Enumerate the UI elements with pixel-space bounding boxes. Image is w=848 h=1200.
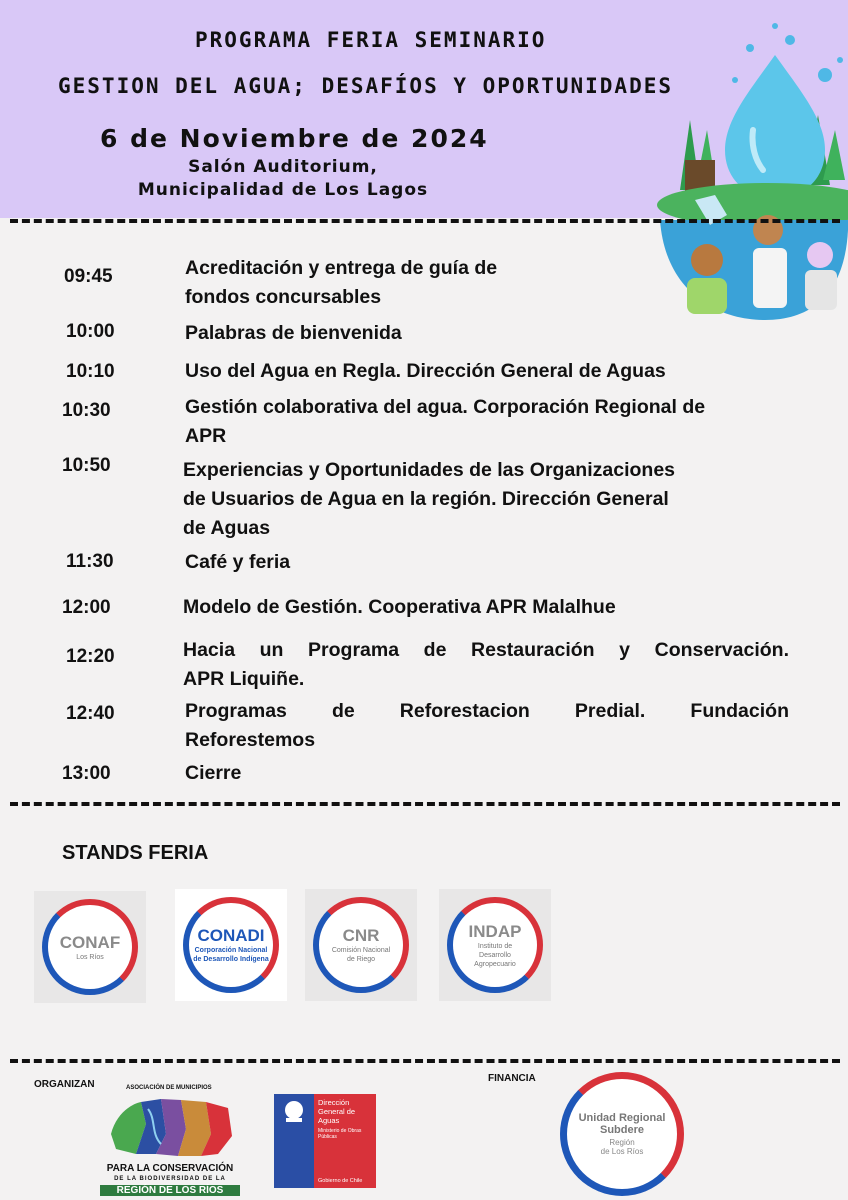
- venue-line-2: Municipalidad de Los Lagos: [137, 180, 429, 200]
- schedule-description: Programas de Reforestacion Predial. Fundación Reforestemos: [185, 700, 789, 751]
- divider-top: [10, 219, 840, 223]
- dga-shield-panel: [274, 1094, 314, 1188]
- schedule-time: 09:45: [64, 266, 113, 287]
- schedule-description: Uso del Agua en Regla. Dirección General de Aguas: [185, 360, 666, 382]
- program-subtitle: GESTION DEL AGUA; DESAFÍOS Y OPORTUNIDADES: [58, 74, 674, 98]
- venue-line-1: Salón Auditorium,: [188, 157, 378, 177]
- program-title: PROGRAMA FERIA SEMINARIO: [195, 28, 547, 52]
- muni-line-3: REGIÓN DE LOS RÍOS: [100, 1185, 240, 1196]
- schedule-description: Experiencias y Oportunidades de las Organizaciones de Usuarios de Agua en la región. Dirección General de Aguas: [183, 459, 676, 539]
- schedule-time: 13:00: [62, 763, 111, 784]
- dga-logo: [274, 1094, 376, 1188]
- dga-text-panel: Dirección General de Aguas Ministerio de Obras Públicas Gobierno de Chile: [314, 1094, 376, 1188]
- muni-association-label: ASOCIACIÓN DE MUNICIPIOS: [126, 1085, 212, 1091]
- schedule-description: Acreditación y entrega de guía de fondos concursables: [185, 257, 498, 308]
- divider-middle: [10, 802, 840, 806]
- schedule-time: 11:30: [66, 551, 114, 572]
- event-date: 6 de Noviembre de 2024: [100, 124, 489, 153]
- schedule-description: Cierre: [185, 762, 242, 784]
- financia-label: FINANCIA: [488, 1073, 536, 1084]
- municipalities-map-logo: [106, 1094, 236, 1160]
- water-illustration: [655, 20, 848, 325]
- schedule-time: 10:00: [66, 321, 115, 342]
- event-venue: [60, 156, 506, 202]
- stands-title: STANDS FERIA: [62, 842, 209, 864]
- schedule-time: 12:40: [66, 703, 115, 724]
- indap-logo: INDAP Instituto de Desarrollo Agropecuario: [439, 889, 551, 1001]
- divider-bottom: [10, 1059, 840, 1063]
- conaf-logo: CONAF Los Ríos: [34, 891, 146, 1003]
- subdere-logo: Unidad Regional Subdere Región de Los Ríos: [560, 1072, 684, 1196]
- cnr-logo: CNR Comisión Nacional de Riego: [305, 889, 417, 1001]
- schedule-description: Gestión colaborativa del agua. Corporación Regional de APR: [185, 396, 706, 447]
- organizan-label: ORGANIZAN: [34, 1079, 95, 1090]
- schedule-description: Café y feria: [185, 551, 291, 573]
- schedule-time: 10:50: [62, 455, 111, 476]
- schedule-time: 10:10: [66, 361, 115, 382]
- chile-shield-icon: [274, 1094, 314, 1134]
- muni-line-2: DE LA BIODIVERSIDAD DE LA: [114, 1176, 226, 1182]
- schedule-description: Modelo de Gestión. Cooperativa APR Malalhue: [183, 596, 616, 618]
- schedule-time: 12:20: [66, 646, 115, 667]
- schedule-description: Palabras de bienvenida: [185, 322, 402, 344]
- muni-line-1: PARA LA CONSERVACIÓN: [106, 1163, 234, 1174]
- conadi-logo: CONADI Corporación Nacional de Desarrollo Indígena: [175, 889, 287, 1001]
- schedule-description: Hacia un Programa de Restauración y Conservación. APR Liquiñe.: [183, 639, 789, 690]
- schedule-time: 12:00: [62, 597, 111, 618]
- schedule-time: 10:30: [62, 400, 111, 421]
